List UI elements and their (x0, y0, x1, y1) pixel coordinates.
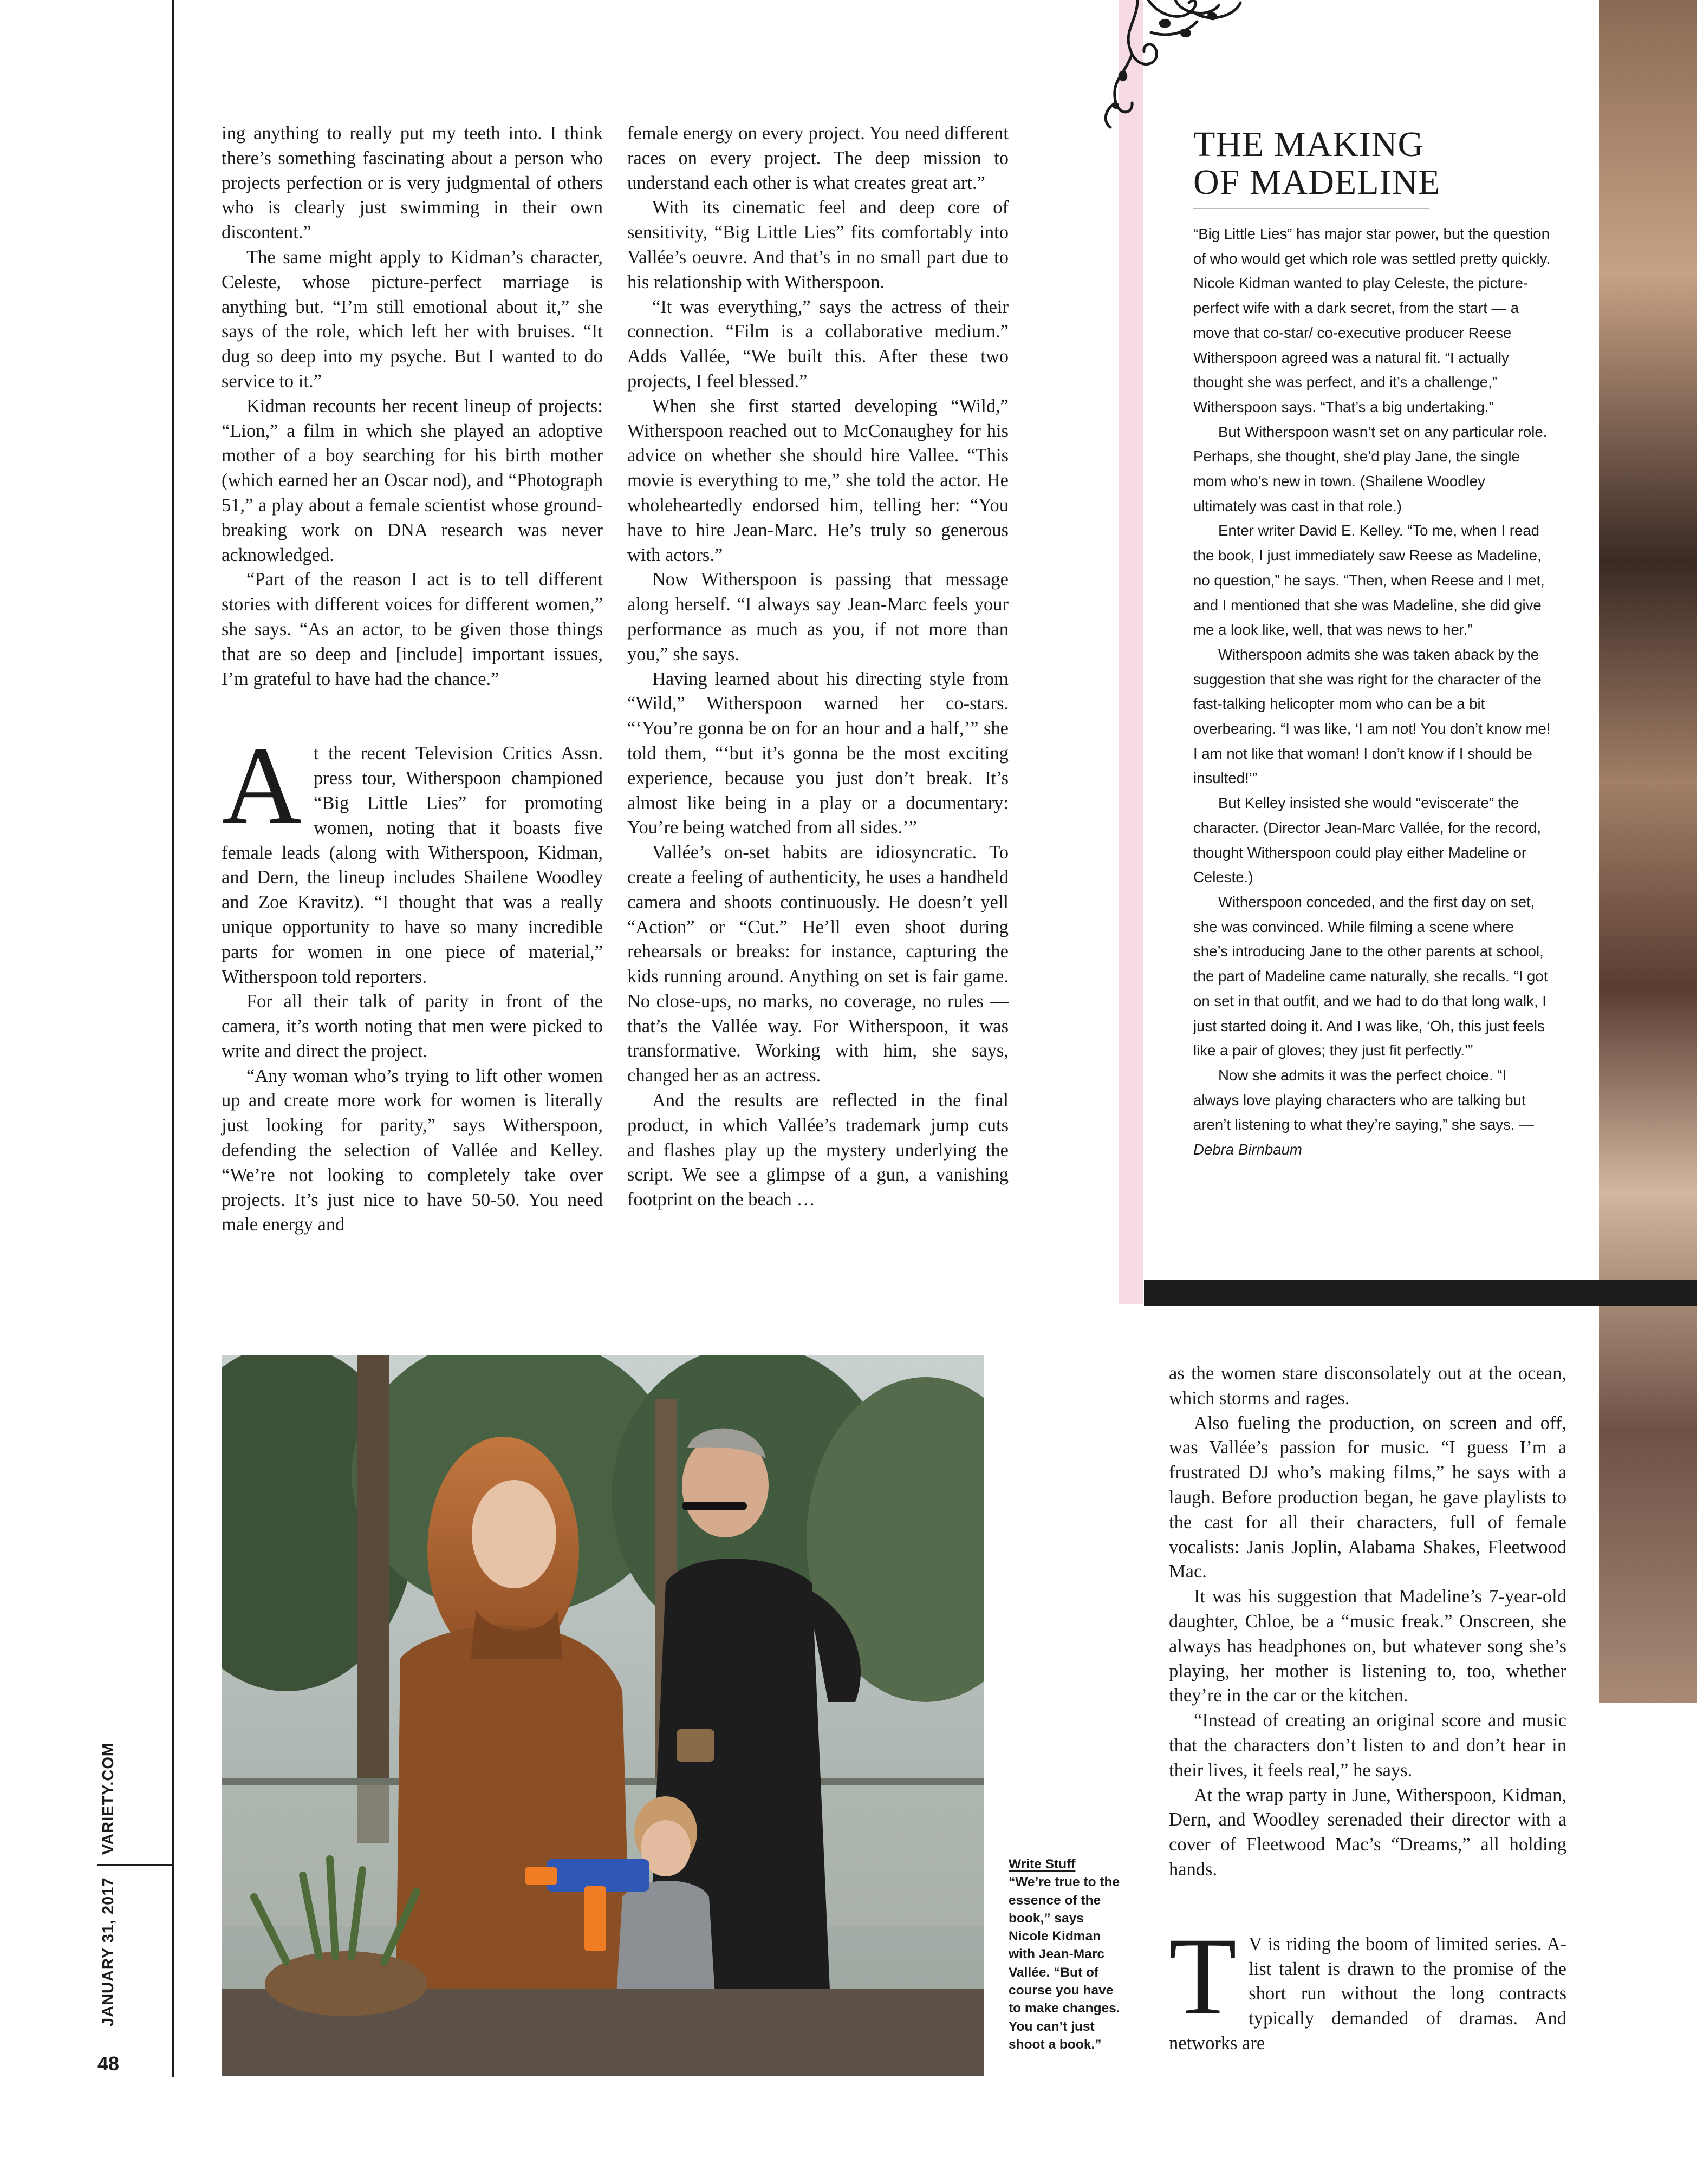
sidebar-paragraph: But Kelley insisted she would “eviscerate” the character. (Director Jean-Marc Vallée, for the record, thought Witherspoon could play either Madeline or Celeste.) (1193, 794, 1542, 886)
paragraph: When she first started developing “Wild,” Witherspoon reached out to McConaughey for his advice on whether she should hire Vallee. “This movie is everything to me,” she told the actor. He wholeheartedly endorsed him, telling her: “You have to hire Jean-Marc. He’s truly so generous with actors.” (627, 395, 1009, 565)
sidebar-paragraph: Witherspoon conceded, and the first day on set, she was convinced. While filming a scene where she’s introducing Jane to the other parents at school, the part of Madeline came naturally, she recalls. “I got on set in that outfit, and we had to do that long walk, I just started doing it. And I was like, ‘Oh, this just feels like a pair of gloves; they just fit perfectly.’” (1193, 893, 1548, 1059)
sidebar-title-rule (1193, 208, 1429, 209)
background-photo-strip (1599, 0, 1697, 1703)
flourish-ornament (1100, 0, 1305, 130)
sidebar-body (1193, 221, 1551, 1162)
photo-illustration (222, 1355, 984, 2076)
sidebar-bottom-bar (1144, 1280, 1697, 1306)
paragraph: For all their talk of parity in front of the camera, it’s worth noting that men were picked to write and direct the project. (222, 991, 603, 1061)
article-column-1 (222, 121, 603, 1237)
article-photo (222, 1355, 984, 2076)
paragraph: It was his suggestion that Madeline’s 7-year-old daughter, Chloe, be a “music freak.” Onscreen, she always has headphones on, but whatever song she’s playing, her mother is listening to, too, whether they’re in the car or the kitchen. (1169, 1586, 1566, 1706)
paragraph: Having learned about his directing style from “Wild,” Witherspoon warned her co-stars. “‘You’re gonna be on for an hour and a half,’” she told them, “‘but it’s gonna be the most exciting experience, because you just don’t break. It’s almost like being in a play or a documentary: You’re being watched from all sides.’” (627, 668, 1009, 838)
paragraph: “Part of the reason I act is to tell different stories with different voices for different women,” she says. “As an actor, to be given those things that are so deep and [include] important issues, I’m grateful to have had the chance.” (222, 569, 603, 689)
paragraph-text: V is riding the boom of limited series. A-list talent is drawn to the promise of the short run without the long contracts typically demanded of dramas. And networks are (1169, 1933, 1566, 2053)
sidebar-paragraph (1193, 1063, 1551, 1162)
paragraph: At the wrap party in June, Witherspoon, Kidman, Dern, and Woodley serenaded their director with a cover of Fleetwood Mac’s “Dreams,” all holding hands. (1169, 1784, 1566, 1880)
paragraph: And the results are reflected in the final product, in which Vallée’s trademark jump cuts and flashes play up the mystery underlying the script. We see a glimpse of a gun, a vanishing footprint on the beach … (627, 1090, 1009, 1210)
paragraph-with-dropcap (1169, 1914, 1566, 2056)
sidebar-paragraph: Enter writer David E. Kelley. “To me, when I read the book, I just immediately saw Reese as Madeline, no question,” he says. “Then, when Reese and I met, and I mentioned that she was Madeline, she did give me a look like, well, that was news to her.” (1193, 522, 1545, 638)
paragraph-with-dropcap (222, 724, 603, 989)
running-head-site: VARIETY.COM (100, 1742, 117, 1855)
paragraph: Vallée’s on-set habits are idiosyncratic. To create a feeling of authenticity, he uses a handheld camera and shoots continuously. He doesn’t yell “Action” or “Cut.” He’ll even shoot during rehearsals or breaks: for instance, capturing the kids running around. Anything on set is fair game. No close-ups, no marks, no coverage, no rules — that’s the Vallée way. For Witherspoon, it was transformative. Working with him, she says, changed her as an actress. (627, 842, 1009, 1086)
running-head-date: JANUARY 31, 2017 (100, 1877, 117, 2026)
paragraph: Now Witherspoon is passing that message along herself. “I always say Jean-Marc feels your performance as much as you, if not more than you,” she says. (627, 569, 1009, 664)
photo-caption (1009, 1855, 1123, 2053)
paragraph: Kidman recounts her recent lineup of projects: “Lion,” a film in which she played an adoptive mother of a boy searching for his birth mother (which earned her an Oscar nod), and “Photograph 51,” a play about a female scientist whose ground-breaking work on DNA research was never acknowledged. (222, 395, 603, 565)
paragraph: “It was everything,” says the actress of their connection. “Film is a collaborative medium.” Adds Vallée, “We built this. After these two projects, I feel blessed.” (627, 296, 1009, 392)
caption-text: “We’re true to the essence of the book,” says Nicole Kidman with Jean-Marc Vallée. “But of course you have to make changes. You can’t just shoot a book.” (1009, 1875, 1120, 2052)
paragraph: “Any woman who’s trying to lift other women up and create more work for women is literally just looking for parity,” says Witherspoon, defending the selection of Vallée and Kelley. “We’re not looking to completely take over projects. It’s just nice to have 50-50. You need male energy and (222, 1065, 603, 1235)
sidebar-title (1193, 126, 1583, 201)
paragraph: as the women stare disconsolately out at the ocean, which storms and rages. (1169, 1363, 1566, 1409)
sidebar-paragraph: But Witherspoon wasn’t set on any particular role. Perhaps, she thought, she’d play Jane, the single mom who’s new in town. (Shailene Woodley ultimately was cast in that role.) (1193, 423, 1548, 514)
paragraph-text: t the recent Television Critics Assn. press tour, Witherspoon championed “Big Little Lies” for promoting women, noting that it boasts five female leads (along with Witherspoon, Kidman, and Dern, the lineup includes Shailene Woodley and Zoe Kravitz). “I thought that was a really unique opportunity to have so many incredible parts for women in one piece of material,” Witherspoon told reporters. (222, 743, 603, 987)
sidebar-paragraph: “Big Little Lies” has major star power, but the question of who would get which role was settled pretty quickly. Nicole Kidman wanted to play Celeste, the picture-perfect wife with a dark secret, from the start — a move that co-star/ co-executive producer Reese Witherspoon agreed was a natural fit. “I actually thought she was perfect, and it’s a challenge,” Witherspoon says. “That’s a big undertaking.” (1193, 225, 1550, 415)
dropcap: T (1169, 1914, 1237, 2038)
paragraph: Also fueling the production, on screen and off, was Vallée’s passion for music. “I guess I’m a frustrated DJ who’s making films,” he says with a laugh. Before production began, he gave playlists to the cast for all their characters, full of female vocalists: Janis Joplin, Alabama Shakes, Fleetwood Mac. (1169, 1412, 1566, 1582)
sidebar-title-line-1: THE MAKING (1193, 125, 1425, 164)
page-number: 48 (97, 2052, 120, 2075)
sidebar-paragraph-text: Now she admits it was the perfect choice. “I always love playing characters who are talking but aren’t listening to what they’re saying,” she says. — (1193, 1066, 1534, 1133)
sidebar-title-line-2: OF MADELINE (1193, 162, 1441, 202)
paragraph: female energy on every project. You need different races on every project. The deep mission to understand each other is what creates great art.” (627, 123, 1009, 193)
paragraph: The same might apply to Kidman’s character, Celeste, whose picture-perfect marriage is anything but. “I’m still emotional about it,” she says of the role, which left her with bruises. “It dug so deep into my psyche. But I wanted to do service to it.” (222, 246, 603, 392)
paragraph: “Instead of creating an original score and music that the characters don’t listen to and don’t hear in their lives, it feels real,” he says. (1169, 1710, 1566, 1781)
caption-title: Write Stuff (1009, 1857, 1076, 1872)
paragraph: With its cinematic feel and deep core of sensitivity, “Big Little Lies” fits comfortably into Vallée’s oeuvre. And that’s in no small part due to his relationship with Witherspoon. (627, 197, 1009, 292)
article-column-3 (1169, 1361, 1566, 2056)
sidebar-paragraph: Witherspoon admits she was taken aback by the suggestion that she was right for the character of the fast-talking helicopter mom who can be a bit overbearing. “I was like, ‘I am not! You don’t know me! I am not like that woman! I don’t know if I should be insulted!’” (1193, 646, 1551, 787)
byline: Debra Birnbaum (1193, 1141, 1302, 1158)
paragraph: ing anything to really put my teeth into. I think there’s something fascinating about a person who projects perfection or is very judgmental of others who is clearly just swimming in their own discontent.” (222, 123, 603, 243)
sidebar-pink-rule (1119, 0, 1143, 1304)
folio-rule (172, 0, 174, 2077)
dropcap: A (222, 724, 302, 847)
article-column-2 (627, 121, 1009, 1212)
